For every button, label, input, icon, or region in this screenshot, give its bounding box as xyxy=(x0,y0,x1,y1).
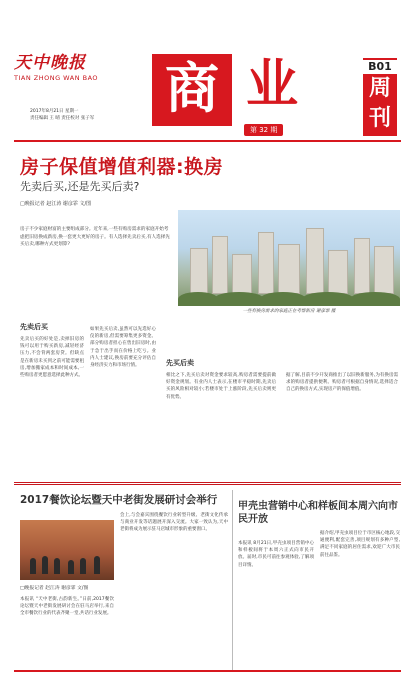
article-column: 先卖后买的好处是,卖掉旧房的钱可以用于购买新房,减轻经济压力,不会背两套房贷。但缺点是在新房未买到之前可能需要租房,增加搬家成本和时间成本,一些购房者更愿意选择此种方式。 xyxy=(20,337,84,379)
page-number: B01 xyxy=(363,58,397,73)
section-char-shang: 商 xyxy=(152,54,232,126)
bottom-divider xyxy=(14,670,401,672)
dateline xyxy=(30,108,140,122)
logo-pinyin: TIAN ZHONG WAN BAO xyxy=(14,74,99,82)
issue-badge: 第 32 期 xyxy=(244,124,283,136)
mid-divider xyxy=(14,482,401,483)
dateline-line: 2017年8月21日 星期一 xyxy=(30,109,79,114)
article-column: 据介绍,甲壳虫项目位于市区核心地段,交通便利,配套完善,项目规划有多种户型,满足不同家庭的居住需求,欢迎广大市民前往品鉴。 xyxy=(320,531,400,558)
top-divider xyxy=(14,140,401,142)
main-subhead: 先卖后买,还是先买后卖? xyxy=(20,180,140,193)
showroom-headline[interactable]: 甲壳虫营销中心和样板间本周六向市民开放 xyxy=(238,501,398,525)
main-lede: 房子不少家庭财富的主要组成部分。近年来,一些有购房需求的家庭开始考虑把旧房换成新房,换一套更大更好的房子。有人选择先卖后买,有人选择先买后卖,哪种方式更划算? xyxy=(20,227,170,248)
main-byline: □晚报记者 赵江涛 谢彦霏 文/图 xyxy=(20,201,92,207)
mid-divider xyxy=(14,484,401,485)
article-column: 据了解,目前不少开发商推出了以旧换新服务,为有换房需求的购房者提供便利。购房者可根据自身情况,选择适合自己的换房方式,实现房产的保值增值。 xyxy=(286,373,398,393)
logo-chinese: 天中晚报 xyxy=(14,53,86,73)
photo-caption: 一些有换房需求的家庭正在考察新房 谢彦霏 摄 xyxy=(242,309,336,314)
article-column: 会上,与会嘉宾围绕餐饮行业转型升级、老街文化传承与商业开发等话题展开深入交流。大家一致认为,天中老街将成为展示驻马店城市形象的重要窗口。 xyxy=(120,513,228,533)
main-headline[interactable]: 房子保值增值利器:换房 xyxy=(20,156,224,178)
column-divider xyxy=(232,490,233,670)
forum-byline: □晚报记者 赵江涛 谢彦霏 文/图 xyxy=(20,586,89,591)
article-column: 如果先买后卖,虽然可以先选好心仪的新房,但需要筹集更多资金。部分购房者担心在售出旧房时,由于急于出手而在价格上吃亏。业内人士建议,换房前要充分评估自身经济实力和市场行情。 xyxy=(90,327,156,369)
section-tag-buy-first: 先买后卖 xyxy=(166,359,194,367)
weekly-label: 周刊 xyxy=(363,74,397,136)
section-title-block xyxy=(152,50,309,140)
article-column: 本报讯 8月21日,甲壳虫项目营销中心和样板间将于本周六正式向市民开放。届时,市民可前往参观体验,了解项目详情。 xyxy=(238,541,314,568)
housing-photo xyxy=(178,210,400,306)
article-column: 本报讯 “天中老街,古韵新生。”日前,2017餐饮论坛暨天中老街发展研讨会在驻马店举行,来自全市餐饮行业的代表齐聚一堂,共话行业发展。 xyxy=(20,597,114,617)
forum-headline[interactable]: 2017餐饮论坛暨天中老街发展研讨会举行 xyxy=(20,494,218,506)
forum-photo xyxy=(20,520,114,580)
newspaper-logo xyxy=(14,48,134,82)
section-tag-sell-first: 先卖后买 xyxy=(20,323,48,331)
article-column: 相比之下,先买后卖对资金要求较高,购房者需要提前做好资金规划。有业内人士表示,在楼市平稳时期,先卖后买的风险相对较小;若楼市处于上涨阶段,先买后卖则更有优势。 xyxy=(166,373,276,400)
section-char-ye: 业 xyxy=(246,55,299,115)
dateline-line: 责任编辑 王 晴 责任校对 张子军 xyxy=(30,116,95,121)
